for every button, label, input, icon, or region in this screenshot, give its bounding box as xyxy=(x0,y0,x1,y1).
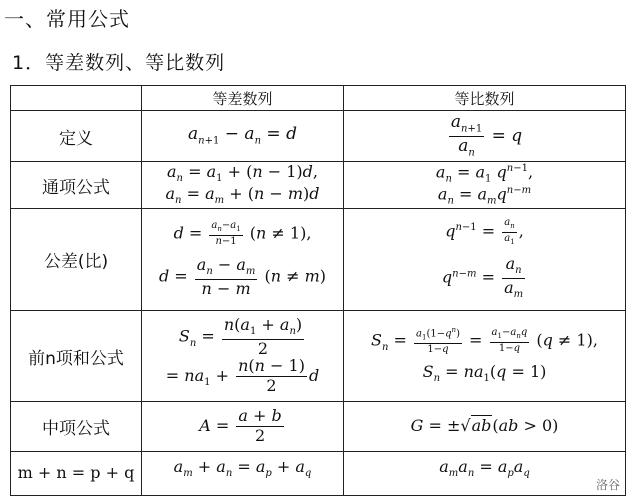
watermark: 洛谷 xyxy=(596,478,621,492)
label-middle-term: 中项公式 xyxy=(11,402,142,452)
label-sum: 前n项和公式 xyxy=(11,311,142,402)
row-middle-term xyxy=(11,402,626,452)
header-arithmetic: 等差数列 xyxy=(142,86,344,111)
arith-common-difference: d = $\frac{a_n-a_1}{n-1}$ (n ≠ 1), d = $\frac{a_n - a_m}{n - m}$ (n ≠ m) xyxy=(142,209,344,311)
geo-common-ratio: $q^{n-1}$ = $\frac{a_n}{a_1}$ , $q^{n-m}$ = $\frac{a_n}{a_m}$ xyxy=(344,209,626,311)
arith-definition: $a_{n+1} - a_n = d$ xyxy=(142,111,344,162)
row-definition xyxy=(11,111,626,162)
section-heading: 一、常用公式 xyxy=(4,7,130,31)
geo-middle-term: G = ±√ab(ab > 0) xyxy=(344,402,626,452)
arith-index-property: $a_m + a_n = a_p + a_q$ xyxy=(142,452,344,496)
subsection-heading: 1．等差数列、等比数列 xyxy=(12,52,226,74)
formula-table xyxy=(10,85,626,496)
arith-sum: $S_n$ = $\frac{n(a_1 + a_n)}{2}$ = $na_1$ + $\frac{n(n - 1)}{2}$ d xyxy=(142,311,344,402)
label-index-property-text: m + n = p + q xyxy=(17,463,135,483)
header-cell-empty xyxy=(11,86,142,111)
geo-index-property: $a_ma_n = a_pa_q$ xyxy=(344,452,626,496)
label-index-property xyxy=(11,452,142,496)
label-definition: 定义 xyxy=(11,111,142,162)
header-row xyxy=(11,86,626,111)
label-common-difference: 公差(比) xyxy=(11,209,142,311)
arith-general-term: $a_n = a_1 + (n - 1)d$, $a_n = a_m + (n - m)d$ xyxy=(142,162,344,209)
geo-sum: $S_n$ = $\frac{a_1(1-q^n)}{1-q}$ = $a_1-a_nq$ 1−q (q ≠ 1), $S_n = na_1(q = 1)$ xyxy=(344,311,626,402)
header-geometric: 等比数列 xyxy=(344,86,626,111)
row-sum xyxy=(11,311,626,402)
geo-definition: $\frac{a_{n+1}}{a_n}$ = q xyxy=(344,111,626,162)
row-index-property xyxy=(11,452,626,496)
label-general-term: 通项公式 xyxy=(11,162,142,209)
geo-general-term: $a_n = a_1$ $q^{n-1}$, $a_n = a_mq^{n-m}$ xyxy=(344,162,626,209)
arith-middle-term: A = $\frac{a + b}{2}$ xyxy=(142,402,344,452)
row-common-difference xyxy=(11,209,626,311)
row-general-term xyxy=(11,162,626,209)
